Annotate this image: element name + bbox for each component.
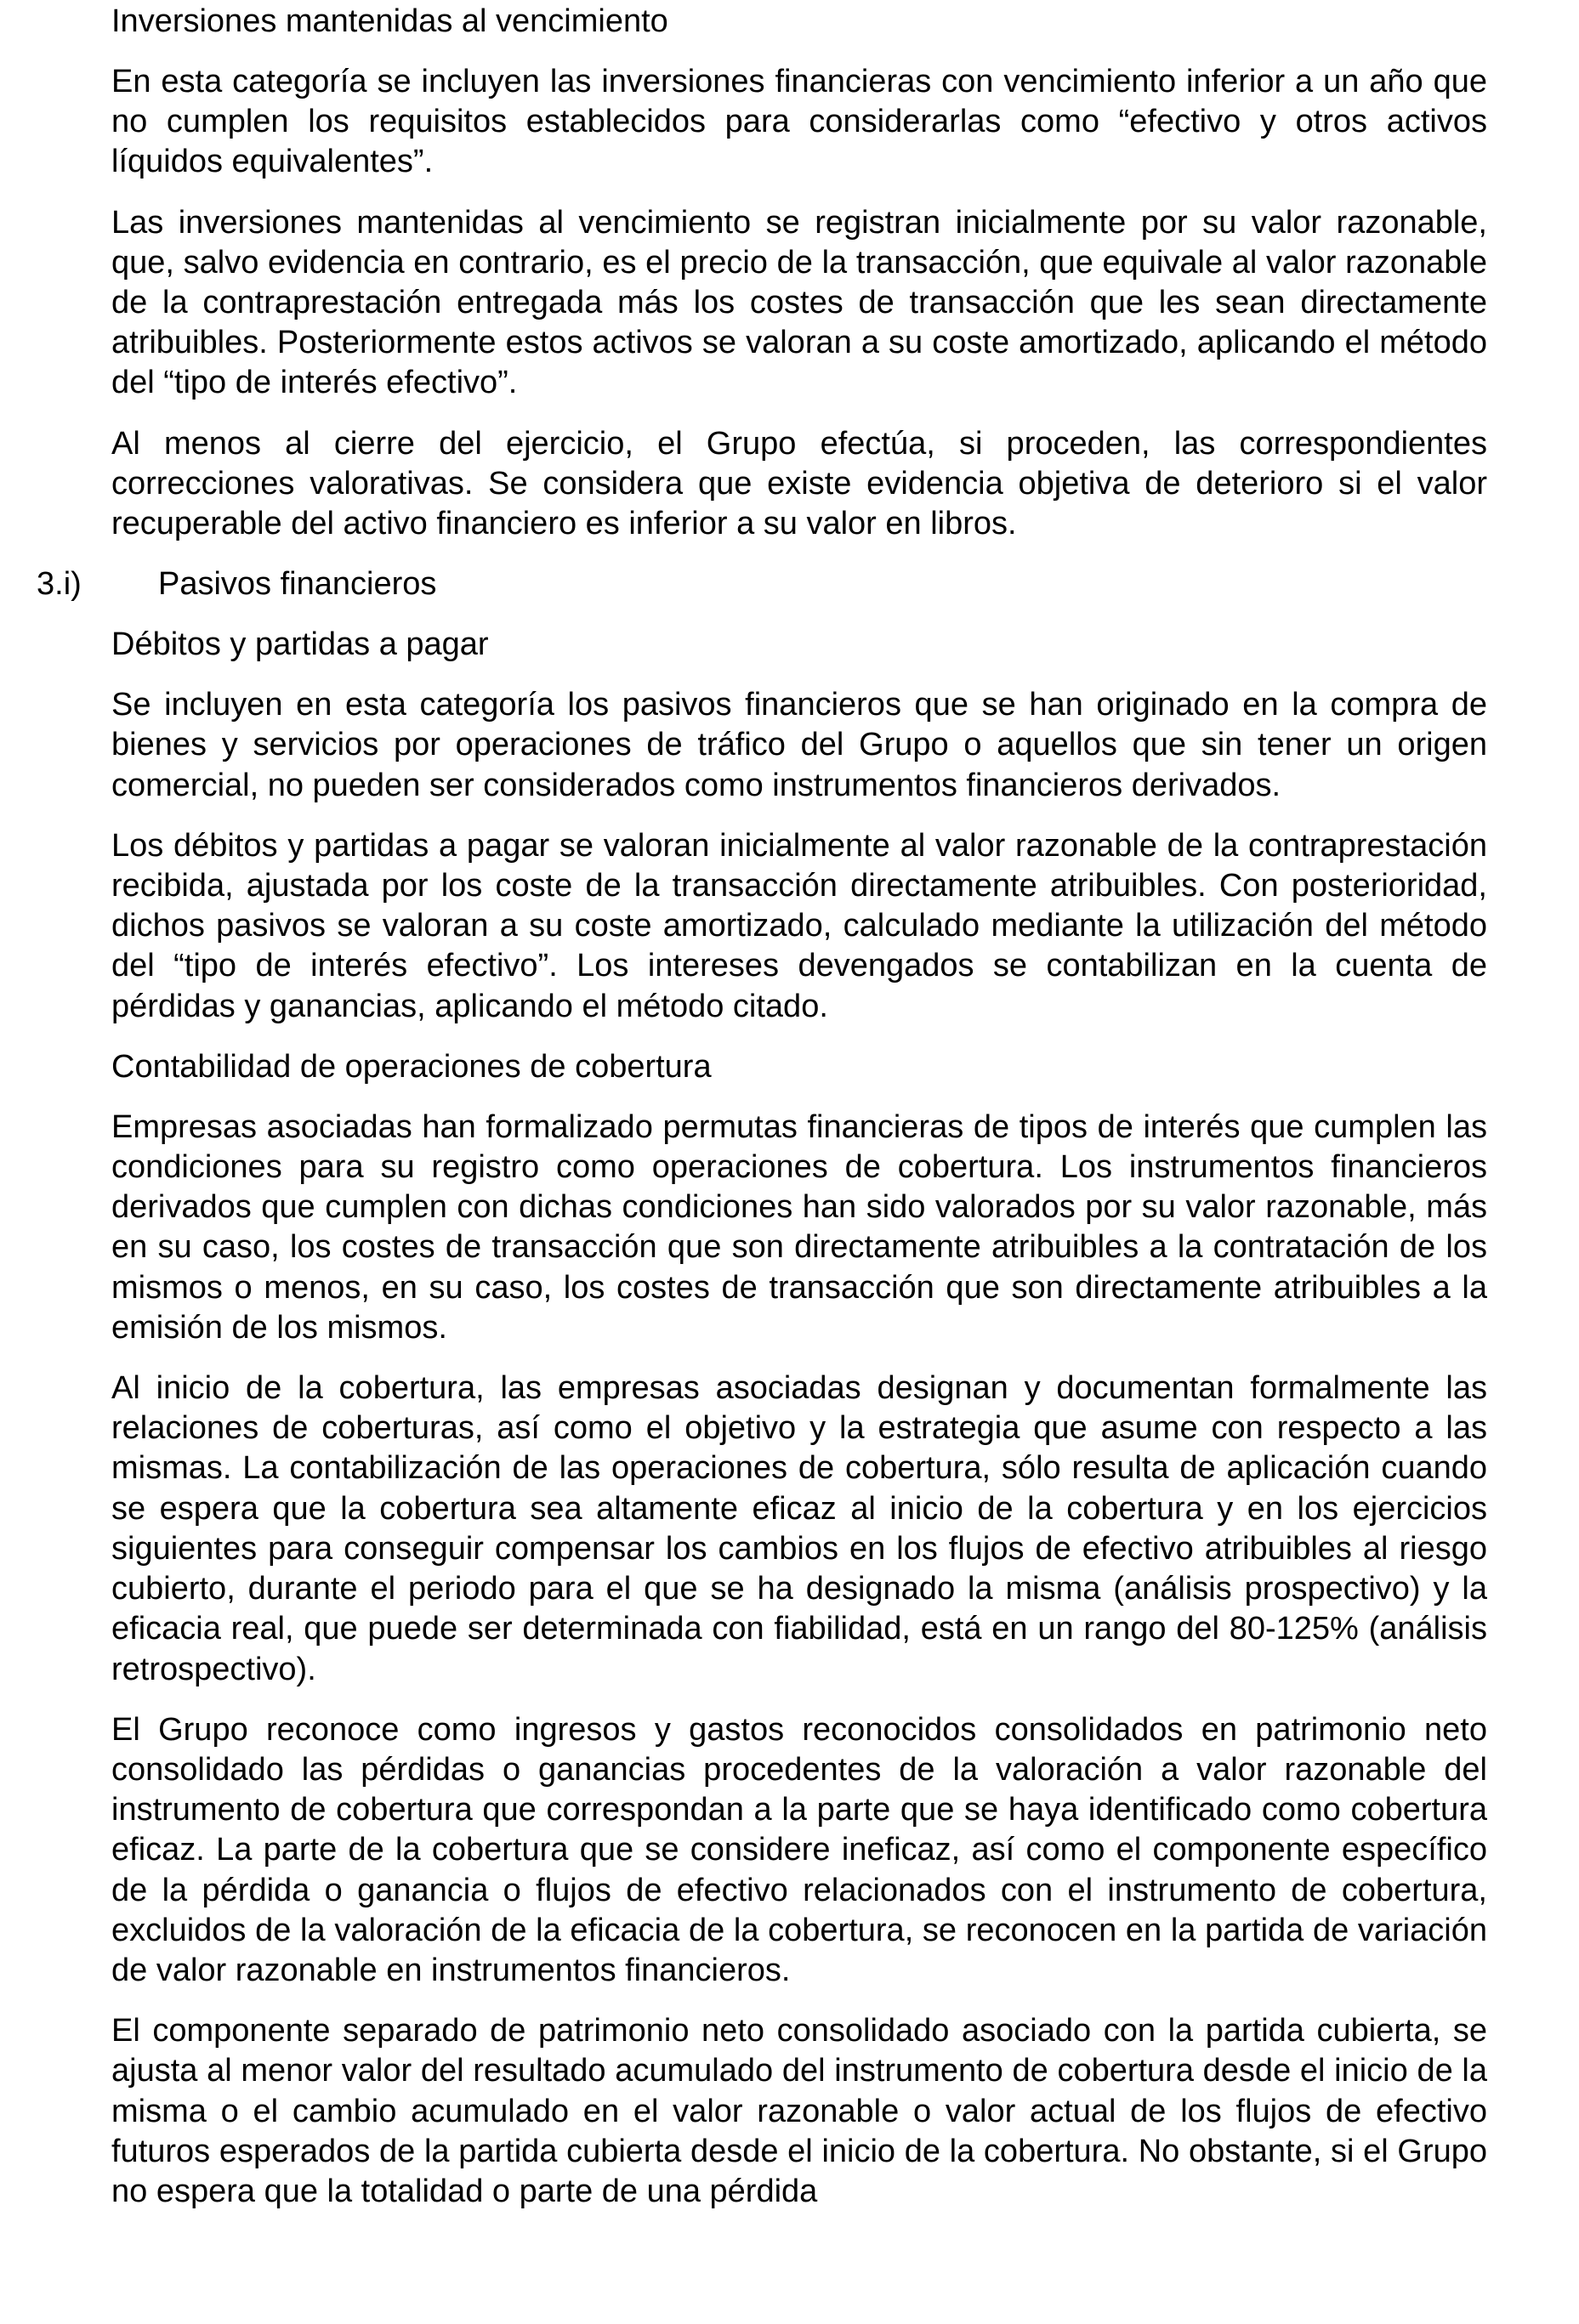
paragraph-cobertura-permutas: Empresas asociadas han formalizado permutas financieras de tipos de interés que cumplen las condiciones para su registro como operaciones de cobertura. Los instrumentos financieros derivados que cumplen con dichas condiciones han sido valorados por su valor razonable, más en su caso, los costes de transacción que son directamente atribuibles a la contratación de los mismos o menos, en su caso, los costes de transacción que son directamente atribuibles a la emisión de los mismos. [111, 1108, 1487, 1346]
section-title: Pasivos financieros [158, 566, 437, 603]
subheading-contabilidad-cobertura: Contabilidad de operaciones de cobertura [111, 1048, 712, 1085]
paragraph-debitos-definicion: Se incluyen en esta categoría los pasivos financieros que se han originado en la compra de bienes y servicios por operaciones de tráfico del Grupo o aquellos que sin tener un origen comercial, no pueden ser considerados como instrumentos financieros derivados. [111, 687, 1487, 803]
paragraph-inversiones-valoracion: Las inversiones mantenidas al vencimiento se registran inicialmente por su valor razonable, que, salvo evidencia en contrario, es el precio de la transacción, que equivale al valor razonable de la contraprestación entregada más los costes de transacción que les sean directamente atribuibles. Posteriormente estos activos se valoran a su coste amortizado, aplicando el método del “tipo de interés efectivo”. [111, 204, 1487, 401]
paragraph-cobertura-componente: El componente separado de patrimonio neto consolidado asociado con la partida cubierta, se ajusta al menor valor del resultado acumulado del instrumento de cobertura desde el inicio de la misma o el cambio acumulado en el valor razonable o valor actual de los flujos de efectivo futuros esperados de la partida cubierta desde el inicio de la cobertura. No obstante, si el Grupo no espera que la totalidad o parte de una pérdida [111, 2013, 1487, 2209]
paragraph-cobertura-documentacion: Al inicio de la cobertura, las empresas asociadas designan y documentan formalmente las relaciones de coberturas, así como el objetivo y la estrategia que asume con respecto a las mismas. La contabilización de las operaciones de cobertura, sólo resulta de aplicación cuando se espera que la cobertura sea altamente eficaz al inicio de la cobertura y en los ejercicios siguientes para conseguir compensar los cambios en los flujos de efectivo atribuibles al riesgo cubierto, durante el periodo para el que se ha designado la misma (análisis prospectivo) y la eficacia real, que puede ser determinada con fiabilidad, está en un rango del 80-125% (análisis retrospectivo). [111, 1370, 1487, 1687]
paragraph-cobertura-reconocimiento: El Grupo reconoce como ingresos y gastos reconocidos consolidados en patrimonio neto consolidado las pérdidas o ganancias procedentes de la valoración a valor razonable del instrumento de cobertura que correspondan a la parte que se haya identificado como cobertura eficaz. La parte de la cobertura que se considere ineficaz, así como el componente específico de la pérdida o ganancia o flujos de efectivo relacionados con el instrumento de cobertura, excluidos de la valoración de la eficacia de la cobertura, se reconocen en la partida de variación de valor razonable en instrumentos financieros. [111, 1711, 1487, 1988]
paragraph-inversiones-definicion: En esta categoría se incluyen las inversiones financieras con vencimiento inferior a un año que no cumplen los requisitos establecidos para considerarlas como “efectivo y otros activos líquidos equivalentes”. [111, 64, 1487, 180]
subheading-inversiones-mantenidas: Inversiones mantenidas al vencimiento [111, 3, 668, 39]
paragraph-debitos-valoracion: Los débitos y partidas a pagar se valoran inicialmente al valor razonable de la contraprestación recibida, ajustada por los coste de la transacción directamente atribuibles. Con posterioridad, dichos pasivos se valoran a su coste amortizado, calculado mediante la utilización del método del “tipo de interés efectivo”. Los intereses devengados se contabilizan en la cuenta de pérdidas y ganancias, aplicando el método citado. [111, 827, 1487, 1024]
paragraph-inversiones-correcciones: Al menos al cierre del ejercicio, el Grupo efectúa, si proceden, las correspondientes correcciones valorativas. Se considera que existe evidencia objetiva de deterioro si el valor recuperable del activo financiero es inferior a su valor en libros. [111, 425, 1487, 542]
section-number: 3.i) [37, 566, 82, 603]
subheading-debitos-partidas: Débitos y partidas a pagar [111, 626, 489, 663]
document-body [37, 2, 1487, 2232]
section-heading-pasivos-financieros [37, 564, 1487, 604]
